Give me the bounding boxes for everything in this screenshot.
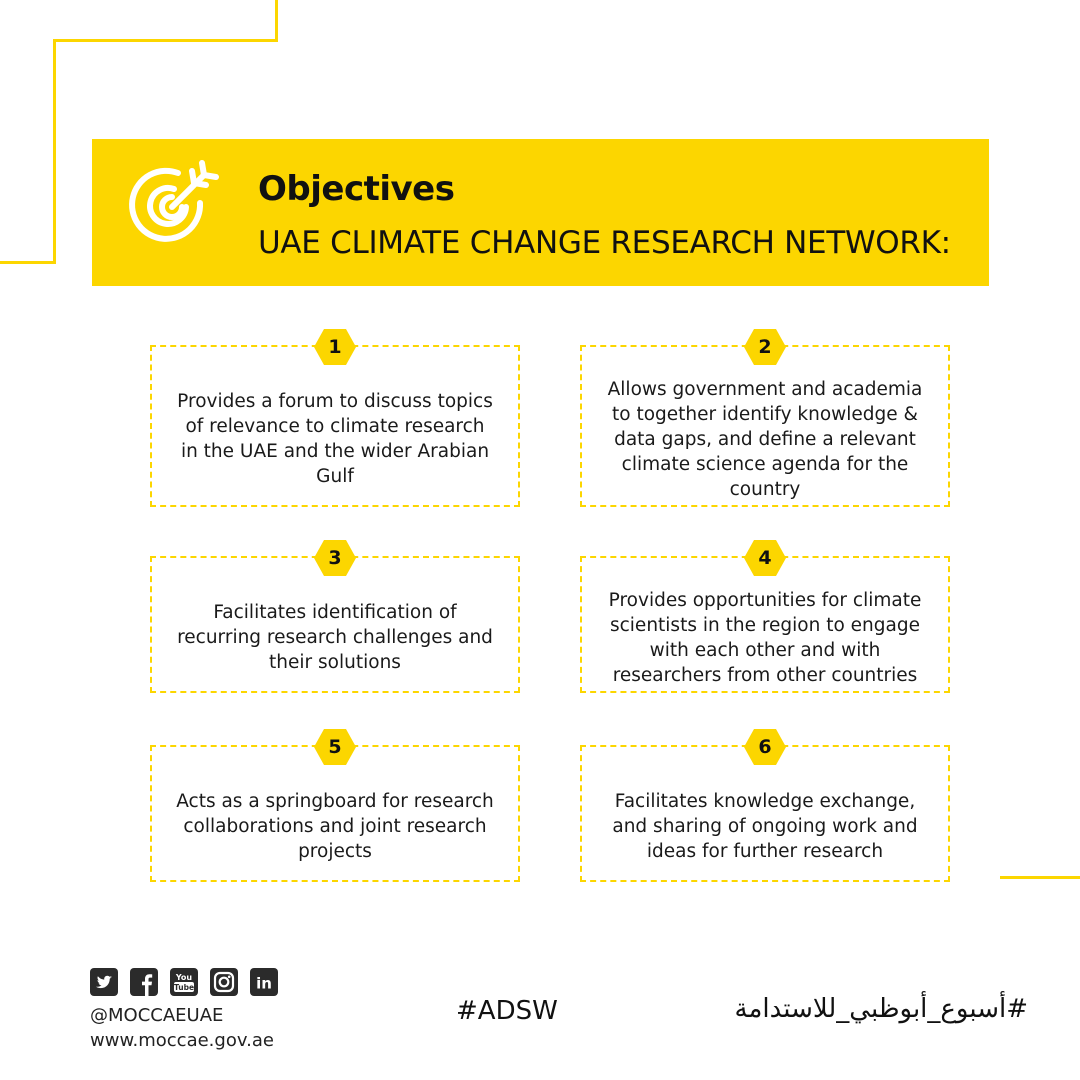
facebook-icon[interactable]	[130, 968, 158, 996]
objective-badge-1	[314, 329, 356, 365]
instagram-icon[interactable]	[210, 968, 238, 996]
objective-badge-3	[314, 540, 356, 576]
decor-line-left-vertical	[53, 39, 56, 264]
linkedin-icon[interactable]	[250, 968, 278, 996]
objective-number-5: 5	[328, 736, 342, 758]
svg-text:in: in	[256, 974, 272, 993]
objective-card-4	[580, 547, 950, 693]
objective-badge-2	[744, 329, 786, 365]
objective-card-1	[150, 336, 520, 507]
social-handle[interactable]: @MOCCAEUAE	[90, 1005, 224, 1026]
objective-number-6: 6	[758, 736, 772, 758]
objective-number-2: 2	[758, 336, 772, 358]
objective-text-1: Provides a forum to discuss topics of relevance to climate research in the UAE and the wider Arabian Gulf	[177, 391, 493, 487]
decor-line-top-horizontal	[53, 39, 278, 42]
objective-card-5	[150, 736, 520, 882]
objective-card-3	[150, 547, 520, 693]
objective-number-1: 1	[328, 336, 342, 358]
objective-number-3: 3	[328, 547, 342, 569]
decor-line-top-vertical	[275, 0, 278, 41]
objective-text-4: Provides opportunities for climate scientists in the region to engage with each other and with researchers from other countries	[608, 589, 922, 686]
banner-title: Objectives	[258, 169, 455, 209]
svg-text:You: You	[175, 973, 193, 982]
hashtag-english: #ADSW	[456, 996, 558, 1026]
objective-text-5: Acts as a springboard for research collaborations and joint research projects	[176, 791, 494, 862]
youtube-icon[interactable]	[170, 968, 198, 996]
objective-badge-6	[744, 729, 786, 765]
objective-card-2	[580, 336, 950, 507]
twitter-icon[interactable]	[90, 968, 118, 996]
objective-text-2: Allows government and academia to together identify knowledge & data gaps, and define a relevant climate science agenda for the country	[607, 378, 923, 500]
banner-subtitle: UAE CLIMATE CHANGE RESEARCH NETWORK:	[258, 225, 951, 261]
svg-text:Tube: Tube	[173, 983, 195, 992]
objective-text-3: Facilitates identification of recurring research challenges and their solutions	[177, 602, 493, 673]
objective-card-6	[580, 736, 950, 882]
social-icons	[90, 968, 278, 996]
decor-line-left-horizontal	[0, 261, 56, 264]
hashtag-arabic: #أسبوع_أبوظبي_للاستدامة	[734, 994, 1028, 1024]
objective-text-6: Facilitates knowledge exchange, and sharing of ongoing work and ideas for further research	[612, 791, 918, 862]
objective-badge-5	[314, 729, 356, 765]
decor-line-right-horizontal	[1000, 876, 1080, 879]
objectives-banner	[92, 139, 989, 286]
website-link[interactable]: www.moccae.gov.ae	[90, 1030, 274, 1051]
objective-badge-4	[744, 540, 786, 576]
target-arrow-icon	[122, 157, 222, 257]
objective-number-4: 4	[758, 547, 772, 569]
